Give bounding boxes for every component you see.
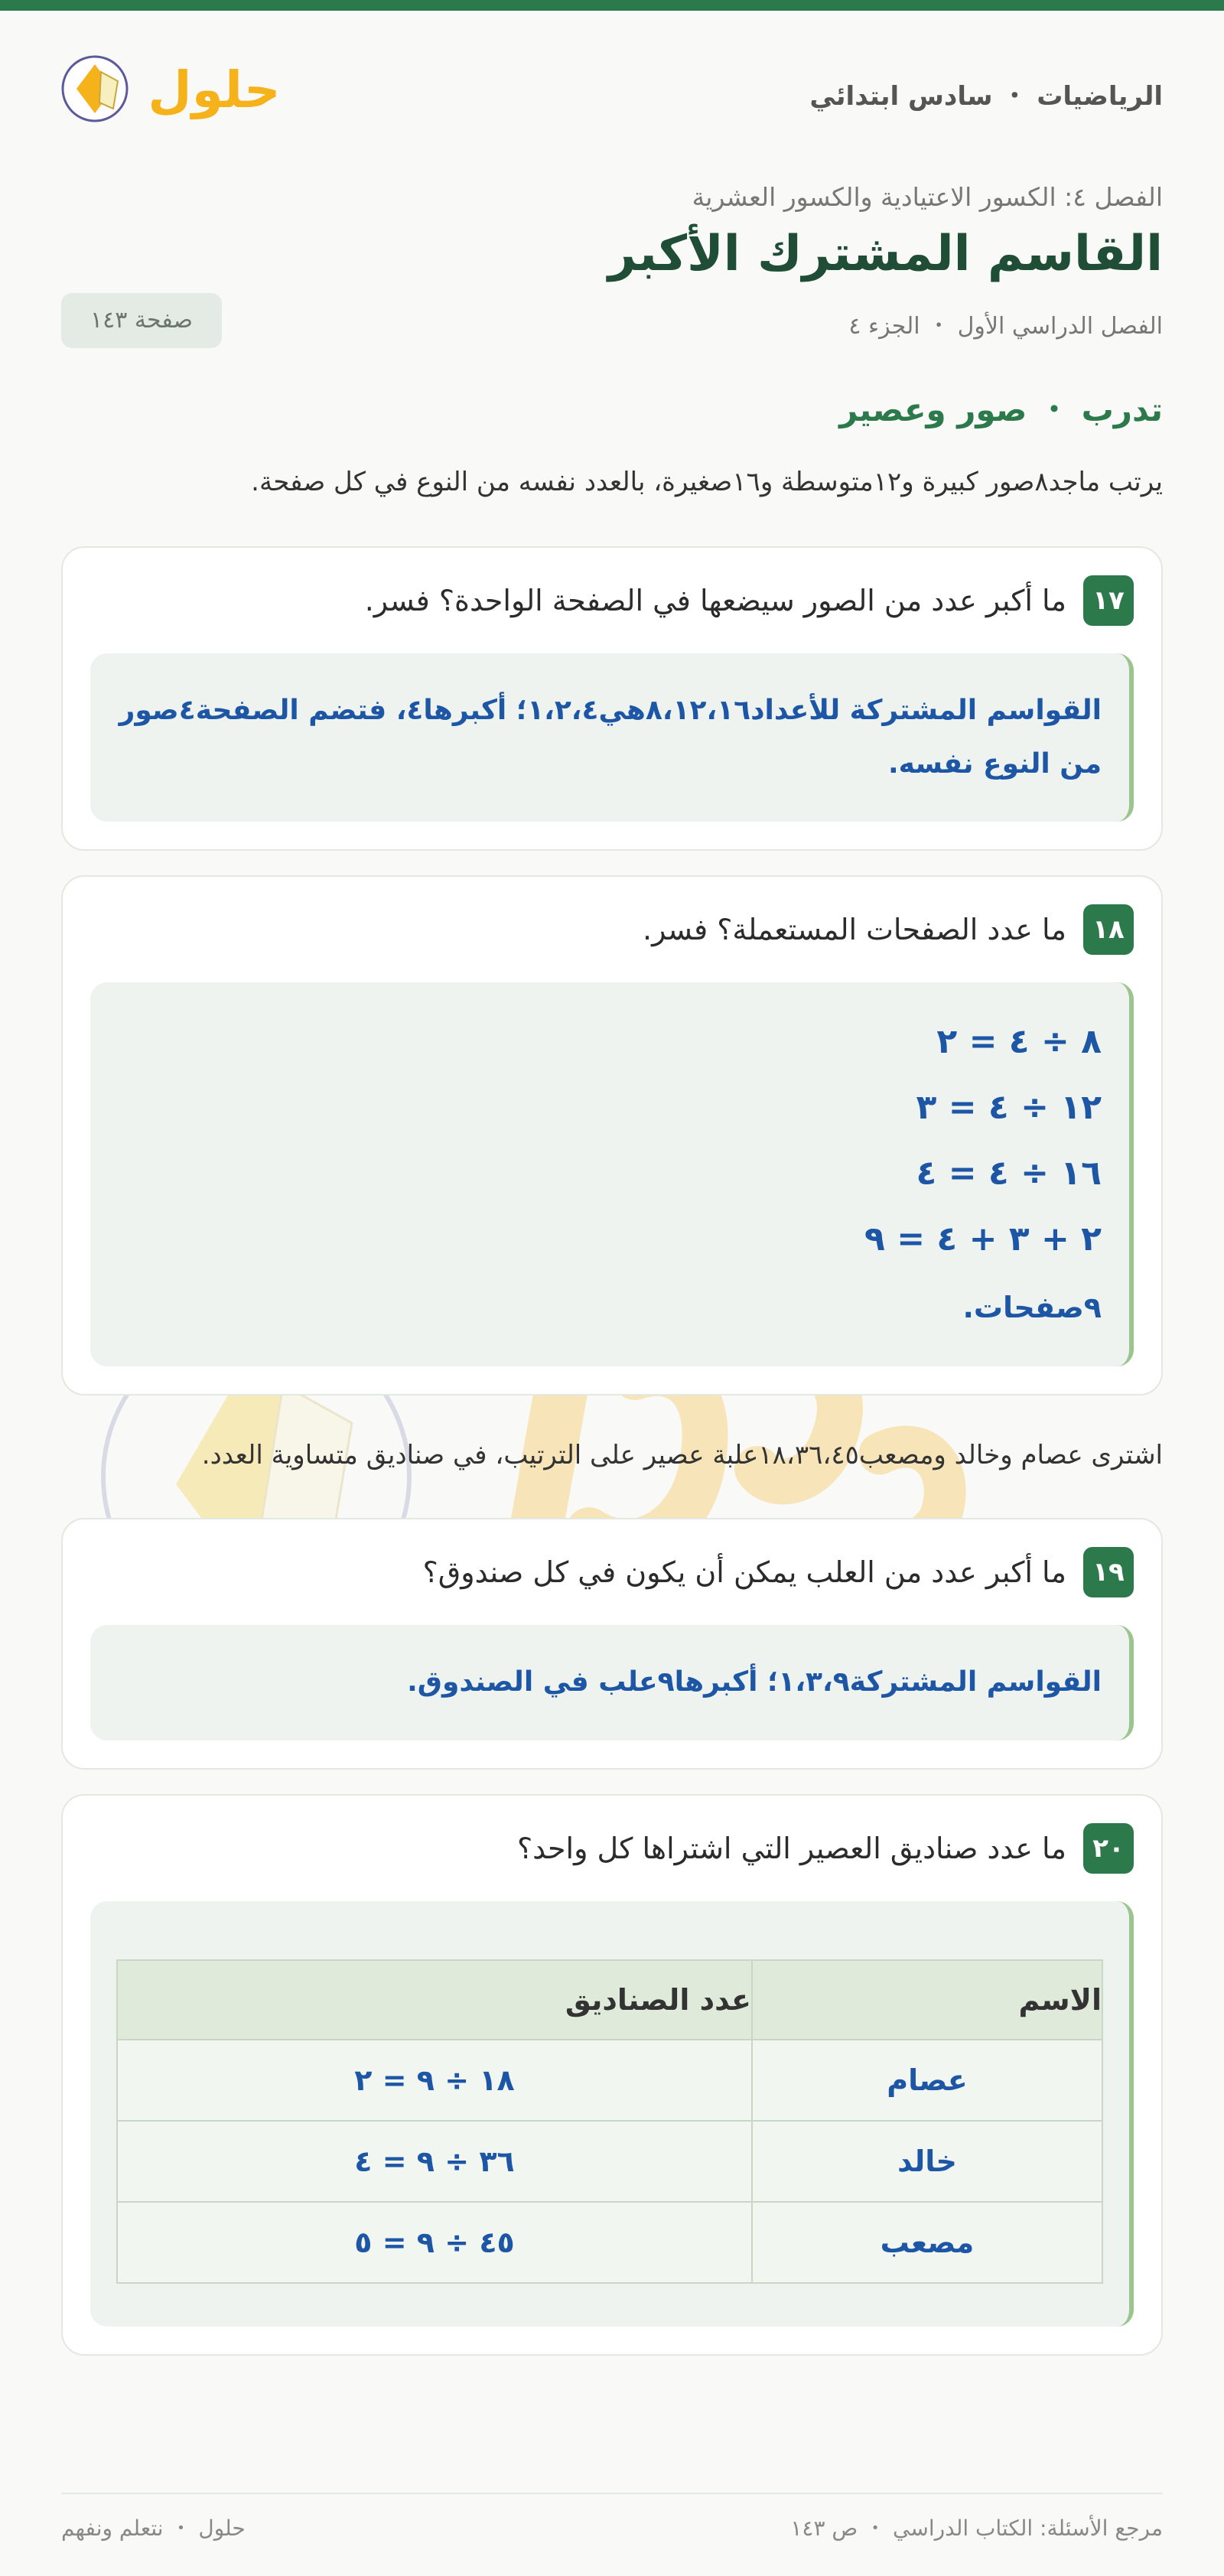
question-card-18 — [61, 875, 1163, 1395]
cell-boxes: ٤٥ ÷ ٩ = ٥ — [117, 2202, 752, 2283]
equation-line: ١٦ ÷ ٤ = ٤ — [916, 1154, 1102, 1194]
question-number: ١٩ — [1083, 1547, 1134, 1597]
cell-boxes: ٣٦ ÷ ٩ = ٤ — [117, 2121, 752, 2202]
problem-statement: اشترى عصام وخالد ومصعب١٨،٣٦،٤٥علبة عصير على الترتيب، في صناديق متساوية العدد. — [201, 1440, 1163, 1471]
column-header-name: الاسم — [752, 1960, 1102, 2040]
table-row — [117, 2040, 1102, 2121]
question-text: ما عدد صناديق العصير التي اشتراها كل واحد؟ — [516, 1831, 1066, 1865]
equation-line: ٨ ÷ ٤ = ٢ — [936, 1022, 1102, 1062]
page-header — [61, 11, 1163, 148]
answer-conclusion: ٩صفحات. — [962, 1291, 1102, 1325]
cell-name: خالد — [752, 2121, 1102, 2202]
question-card-20 — [61, 1794, 1163, 2356]
question-number: ١٨ — [1083, 904, 1134, 955]
question-card-19 — [61, 1518, 1163, 1769]
top-accent-bar — [0, 0, 1224, 11]
logo-text: حلول — [148, 60, 281, 119]
section-title: تدرب ・ صور وعصير — [839, 391, 1163, 428]
answer-text: القواسم المشتركة للأعداد٨،١٢،١٦هي١،٢،٤؛ أكبرها٤، فتضم الصفحة٤صور من النوع نفسه. — [119, 695, 1102, 780]
question-text: ما عدد الصفحات المستعملة؟ فسر. — [643, 913, 1066, 947]
answer-box — [90, 653, 1134, 822]
table-row — [117, 2121, 1102, 2202]
answer-box — [90, 982, 1134, 1366]
question-text: ما أكبر عدد من الصور سيضعها في الصفحة الواحدة؟ فسر. — [364, 584, 1066, 617]
column-header-boxes: عدد الصناديق — [117, 1960, 752, 2040]
section-intro: يرتب ماجد٨صور كبيرة و١٢متوسطة و١٦صغيرة، بالعدد نفسه من النوع في كل صفحة. — [251, 467, 1163, 497]
subject-breadcrumb: الرياضيات ・ سادس ابتدائي — [809, 81, 1163, 112]
footer-tagline: حلول ・ نتعلم ونفهم — [61, 2516, 246, 2541]
footer-reference: مرجع الأسئلة: الكتاب الدراسي ・ ص ١٤٣ — [790, 2516, 1163, 2541]
answer-box — [90, 1625, 1134, 1740]
semester-label: الفصل الدراسي الأول ・ الجزء ٤ — [848, 313, 1163, 340]
question-text: ما أكبر عدد من العلب يمكن أن يكون في كل صندوق؟ — [422, 1555, 1066, 1590]
equation-line: ١٢ ÷ ٤ = ٣ — [916, 1088, 1102, 1128]
question-card-17 — [61, 546, 1163, 851]
table-row — [117, 2202, 1102, 2283]
table-header-row — [117, 1960, 1102, 2040]
cell-name: مصعب — [752, 2202, 1102, 2283]
equation-line: ٢ + ٣ + ٤ = ٩ — [864, 1220, 1102, 1259]
hulul-logo[interactable] — [61, 52, 283, 129]
answer-text: القواسم المشتركة١،٣،٩؛ أكبرها٩علب في الصندوق. — [407, 1666, 1102, 1698]
page-title: القاسم المشترك الأكبر — [607, 226, 1163, 282]
footer-divider — [61, 2493, 1163, 2494]
boxes-table — [116, 1959, 1103, 2284]
answer-box — [90, 1901, 1134, 2327]
cell-boxes: ١٨ ÷ ٩ = ٢ — [117, 2040, 752, 2121]
page-number-badge: صفحة ١٤٣ — [61, 293, 222, 348]
question-number: ٢٠ — [1083, 1823, 1134, 1874]
cell-name: عصام — [752, 2040, 1102, 2121]
question-number: ١٧ — [1083, 575, 1134, 626]
chapter-label: الفصل ٤: الكسور الاعتيادية والكسور العشرية — [692, 182, 1163, 212]
